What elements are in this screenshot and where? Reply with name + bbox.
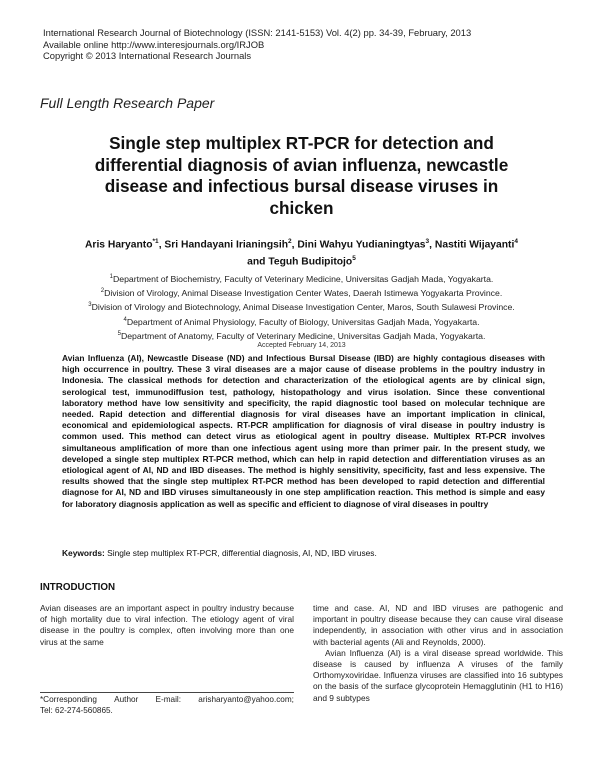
author-name: Teguh Budipitojo [268, 256, 353, 268]
author-joiner: and [247, 256, 269, 268]
author-mark: 5 [352, 255, 356, 263]
author-list [40, 235, 563, 270]
title-line: Single step multiplex RT-PCR for detection and [109, 133, 494, 153]
footnote-email-label: E-mail: [155, 695, 182, 704]
footnote-divider [40, 692, 294, 693]
author-mark: 2 [288, 238, 292, 245]
keywords-label: Keywords: [62, 548, 105, 558]
affiliation-text: Division of Virology, Animal Disease Investigation Center Wates, Daerah Istimewa Yogyakarta Province. [104, 288, 503, 299]
article-type: Full Length Research Paper [40, 95, 215, 111]
author-name: Nastiti Wijayanti [434, 239, 515, 251]
affiliation [40, 314, 563, 328]
title-line: chicken [269, 197, 334, 218]
paper-title [40, 133, 563, 219]
affiliation-text: Department of Animal Physiology, Faculty of Biology, Universitas Gadjah Mada, Yogyakarta. [126, 316, 480, 327]
body-column-left [40, 603, 294, 648]
affiliation [40, 299, 563, 313]
title-line: differential diagnosis of avian influenza, newcastle [94, 154, 509, 175]
footnote-email: arisharyanto@yahoo.com; [198, 695, 294, 704]
paragraph: Avian Influenza (AI) is a viral disease spread worldwide. This disease is caused by influenza A viruses of the family Orthomyxoviridae. Influenza viruses are classified into 16 subtypes on the basis of the surface glycoprotein Hemagglutinin (H1 to H16) and 9 subtypes [313, 647, 563, 703]
journal-url: Available online http://www.interesjournals.org/IRJOB [43, 38, 265, 50]
author-separator: , [291, 239, 298, 251]
section-heading: INTRODUCTION [40, 582, 116, 593]
author-name: Dini Wahyu Yudianingtyas [297, 239, 426, 251]
keywords-text: Single step multiplex RT-PCR, differential diagnosis, AI, ND, IBD viruses. [107, 548, 377, 558]
author-mark: 3 [425, 238, 430, 245]
author-mark: 4 [514, 238, 518, 245]
footnote [40, 695, 294, 717]
affiliation-number: 2 [100, 288, 105, 295]
author-name: Aris Haryanto [85, 239, 153, 251]
author-separator: , [429, 239, 435, 251]
paragraph: Avian diseases are an important aspect in poultry industry because of high mortality due to viral infection. The etiology agent of viral disease in the poultry is complex, often involving more than one virus at the same [40, 603, 294, 647]
affiliation [40, 328, 563, 342]
affiliation-number: 5 [117, 330, 121, 337]
affiliation-text: Department of Biochemistry, Faculty of Veterinary Medicine, Universitas Gadjah Mada, Yogyakarta. [113, 273, 494, 284]
affiliation [40, 271, 563, 285]
journal-copyright: Copyright © 2013 International Research Journals [43, 50, 252, 62]
affiliation-number: 4 [123, 316, 127, 323]
body-column-right [313, 603, 563, 704]
footnote-label: *Corresponding [40, 695, 97, 704]
author-mark: *1 [152, 238, 159, 245]
abstract: Avian Influenza (AI), Newcastle Disease (ND) and Infectious Bursal Disease (IBD) are highly contagious diseases with high occurrence in poultry. These 3 viral diseases are a major cause of disease problems in the poultry industry in Indonesia. The classical methods for detection and characterization of the etiological agents are by clinical sign, serological test, immunodiffusion test, pathology, histopathology and virus isolation. Since these conventional laboratory method have low sensitivity and specificity, the rapid diagnostic tool based on molecular technique are needed. Rapid detection and differential diagnosis for viral diseases have an important implication in clinical, economical and epidemiological aspects. RT-PCR amplification for diagnosis of viral disease in poultry industry is common used. This method can detect virus as etiological agent in poultry disease. Multiplex RT-PCR involves simultaneous amplification of more than one infectious agent using more than primer pair. In the present study, we developed a single step multiplex RT-PCR method, which can help in rapid detection and differentiation viruses as an etiological agent of AI, ND and IBD diseases. The method is highly sensitivity, specificity, fast and less expensive. The results showed that the single step multiplex RT-PCR method has been developed to rapid detection and differential diagnose for AI, ND and IBD viruses simultaneously in one step amplification reaction. This method is simple and easy for laboratory diagnosis application as well as specific and efficient to diagnose of viral diseases in poultry [62, 353, 545, 509]
title-line: disease and infectious bursal disease viruses in [104, 176, 499, 196]
paragraph: time and case. AI, ND and IBD viruses are pathogenic and important in poultry disease because they can cause viral disease independently, in association with other virus and in association with bacterial agents (Ali and Reynolds, 2000). [313, 603, 563, 647]
author-name: Sri Handayani Irianingsih [164, 239, 289, 251]
keywords [62, 548, 545, 559]
affiliation-text: Department of Anatomy, Faculty of Veterinary Medicine, Universitas Gadjah Mada, Yogyakarta. [120, 330, 486, 341]
affiliation-number: 3 [88, 302, 92, 309]
affiliation-number: 1 [109, 274, 113, 280]
accepted-date: Accepted February 14, 2013 [257, 342, 346, 349]
journal-citation: International Research Journal of Biotechnology (ISSN: 2141-5153) Vol. 4(2) pp. 34-39, February, 2013 [43, 27, 472, 38]
journal-header [43, 27, 471, 62]
affiliations [40, 271, 563, 342]
author-separator: , [158, 239, 165, 251]
affiliation-text: Division of Virology and Biotechnology, Animal Disease Investigation Center, Maros, South Sulawesi Province. [91, 302, 515, 313]
footnote-word: Author [114, 695, 139, 704]
footnote-tel: Tel: 62-274-560865. [40, 705, 113, 715]
affiliation [40, 285, 563, 299]
